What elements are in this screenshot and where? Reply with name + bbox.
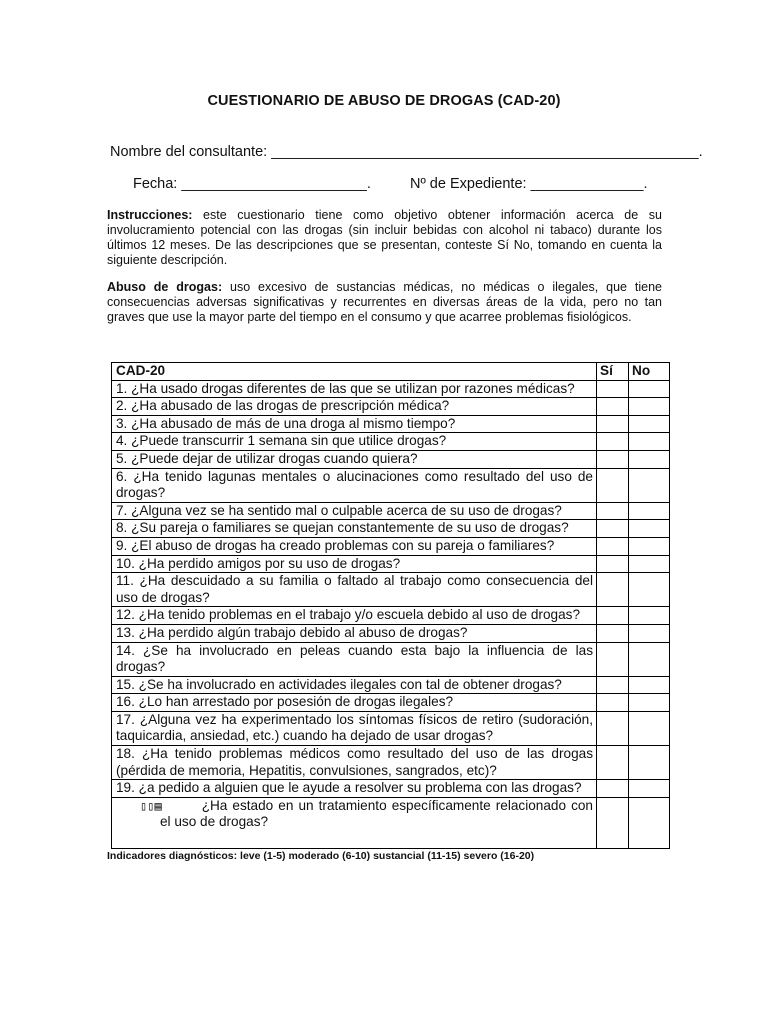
answer-si-cell[interactable] [597, 573, 629, 607]
answer-no-cell[interactable] [629, 555, 670, 573]
question-20-text: ¿Ha estado en un tratamiento específicamente relacionado con el uso de drogas? [160, 797, 593, 830]
header-no: No [629, 363, 670, 381]
answer-si-cell[interactable] [597, 433, 629, 451]
instrucciones-label: Instrucciones: [107, 208, 193, 222]
answer-si-cell[interactable] [597, 520, 629, 538]
question-text: 19. ¿a pedido a alguien que le ayude a resolver su problema con las drogas? [112, 780, 597, 798]
question-text: 17. ¿Alguna vez ha experimentado los síntomas físicos de retiro (sudoración, taquicardia, ansiedad, etc.) cuando ha dejado de usar drogas? [112, 711, 597, 745]
answer-si-cell[interactable] [597, 502, 629, 520]
question-text: 6. ¿Ha tenido lagunas mentales o alucinaciones como resultado del uso de drogas? [112, 468, 597, 502]
header-si: Sí [597, 363, 629, 381]
table-row [112, 433, 670, 451]
answer-no-cell[interactable] [629, 607, 670, 625]
table-row [112, 746, 670, 780]
answer-si-cell[interactable] [597, 746, 629, 780]
table-row [112, 711, 670, 745]
answer-si-cell[interactable] [597, 555, 629, 573]
question-text: 12. ¿Ha tenido problemas en el trabajo y/o escuela debido al uso de drogas? [112, 607, 597, 625]
question-text: 9. ¿El abuso de drogas ha creado problemas con su pareja o familiares? [112, 537, 597, 555]
table-row [112, 520, 670, 538]
answer-si-cell[interactable] [597, 694, 629, 712]
answer-si-cell[interactable] [597, 537, 629, 555]
answer-no-cell[interactable] [629, 502, 670, 520]
question-text: 11. ¿Ha descuidado a su familia o faltado al trabajo como consecuencia del uso de drogas? [112, 573, 597, 607]
question-text: 14. ¿Se ha involucrado en peleas cuando esta bajo la influencia de las drogas? [112, 642, 597, 676]
table-row [112, 415, 670, 433]
question-text: 10. ¿Ha perdido amigos por su uso de drogas? [112, 555, 597, 573]
question-text: 3. ¿Ha abusado de más de una droga al mismo tiempo? [112, 415, 597, 433]
question-text: 15. ¿Se ha involucrado en actividades ilegales con tal de obtener drogas? [112, 676, 597, 694]
answer-no-cell[interactable] [629, 624, 670, 642]
abuso-paragraph [107, 280, 662, 325]
question-text: 4. ¿Puede transcurrir 1 semana sin que utilice drogas? [112, 433, 597, 451]
table-row [112, 607, 670, 625]
table-row [112, 624, 670, 642]
question-text: 1. ¿Ha usado drogas diferentes de las que se utilizan por razones médicas? [112, 380, 597, 398]
expediente-field-line: Nº de Expediente: ______________. [410, 176, 648, 192]
question-text: 2. ¿Ha abusado de las drogas de prescripción médica? [112, 398, 597, 416]
answer-no-cell[interactable] [629, 380, 670, 398]
answer-si-cell[interactable] [597, 398, 629, 416]
answer-no-cell[interactable] [629, 450, 670, 468]
diagnostic-indicators: Indicadores diagnósticos: leve (1-5) moderado (6-10) sustancial (11-15) severo (16-20) [107, 850, 535, 862]
question-text [112, 797, 597, 848]
question-text: 13. ¿Ha perdido algún trabajo debido al abuso de drogas? [112, 624, 597, 642]
answer-si-cell[interactable] [597, 711, 629, 745]
question-text: 18. ¿Ha tenido problemas médicos como resultado del uso de las drogas (pérdida de memoria, Hepatitis, convulsiones, sangrados, etc)? [112, 746, 597, 780]
answer-no-cell[interactable] [629, 746, 670, 780]
answer-si-cell[interactable] [597, 642, 629, 676]
table-row [112, 573, 670, 607]
answer-no-cell[interactable] [629, 711, 670, 745]
answer-no-cell[interactable] [629, 797, 670, 848]
question-text: 8. ¿Su pareja o familiares se quejan constantemente de su uso de drogas? [112, 520, 597, 538]
answer-si-cell[interactable] [597, 676, 629, 694]
answer-no-cell[interactable] [629, 573, 670, 607]
document-title: CUESTIONARIO DE ABUSO DE DROGAS (CAD-20) [207, 93, 561, 109]
table-row [112, 642, 670, 676]
answer-no-cell[interactable] [629, 415, 670, 433]
table-row [112, 780, 670, 798]
answer-no-cell[interactable] [629, 694, 670, 712]
answer-no-cell[interactable] [629, 433, 670, 451]
answer-si-cell[interactable] [597, 415, 629, 433]
question-text: 5. ¿Puede dejar de utilizar drogas cuando quiera? [112, 450, 597, 468]
header-cad20: CAD-20 [112, 363, 597, 381]
table-row [112, 450, 670, 468]
table-row [112, 398, 670, 416]
answer-si-cell[interactable] [597, 780, 629, 798]
answer-no-cell[interactable] [629, 780, 670, 798]
answer-si-cell[interactable] [597, 624, 629, 642]
abuso-text: uso excesivo de sustancias médicas, no médicas o ilegales, que tiene consecuencias adversas significativas y recurrentes en diversas áreas de la vida, pero no tan graves que use la mayor parte del tiempo en el consumo y que acarree problemas fisiológicos. [107, 280, 662, 324]
table-row [112, 676, 670, 694]
answer-no-cell[interactable] [629, 676, 670, 694]
answer-si-cell[interactable] [597, 797, 629, 848]
answer-si-cell[interactable] [597, 380, 629, 398]
answer-no-cell[interactable] [629, 398, 670, 416]
fecha-field-line: Fecha: _______________________. [133, 176, 371, 192]
glyph-icon: ▯▯▤ [140, 798, 162, 813]
table-row [112, 555, 670, 573]
question-text: 16. ¿Lo han arrestado por posesión de drogas ilegales? [112, 694, 597, 712]
answer-si-cell[interactable] [597, 607, 629, 625]
question-text: 7. ¿Alguna vez se ha sentido mal o culpable acerca de su uso de drogas? [112, 502, 597, 520]
instrucciones-text: este cuestionario tiene como objetivo obtener información acerca de su involucramiento potencial con las drogas (sin incluir bebidas con alcohol ni tabaco) durante los últimos 12 meses. De las descripciones que se presentan, conteste Sí No, tomando en cuenta la siguiente descripción. [107, 208, 662, 267]
table-header-row [112, 363, 670, 381]
answer-si-cell[interactable] [597, 450, 629, 468]
table-row [112, 380, 670, 398]
answer-si-cell[interactable] [597, 468, 629, 502]
table-row [112, 797, 670, 848]
table-row [112, 502, 670, 520]
answer-no-cell[interactable] [629, 537, 670, 555]
abuso-label: Abuso de drogas: [107, 280, 223, 294]
answer-no-cell[interactable] [629, 468, 670, 502]
table-row [112, 468, 670, 502]
cad20-table [111, 362, 670, 849]
instrucciones-paragraph [107, 208, 662, 268]
table-row [112, 537, 670, 555]
table-row [112, 694, 670, 712]
answer-no-cell[interactable] [629, 642, 670, 676]
nombre-field-line: Nombre del consultante: _____________________________________________________. [110, 144, 703, 160]
answer-no-cell[interactable] [629, 520, 670, 538]
